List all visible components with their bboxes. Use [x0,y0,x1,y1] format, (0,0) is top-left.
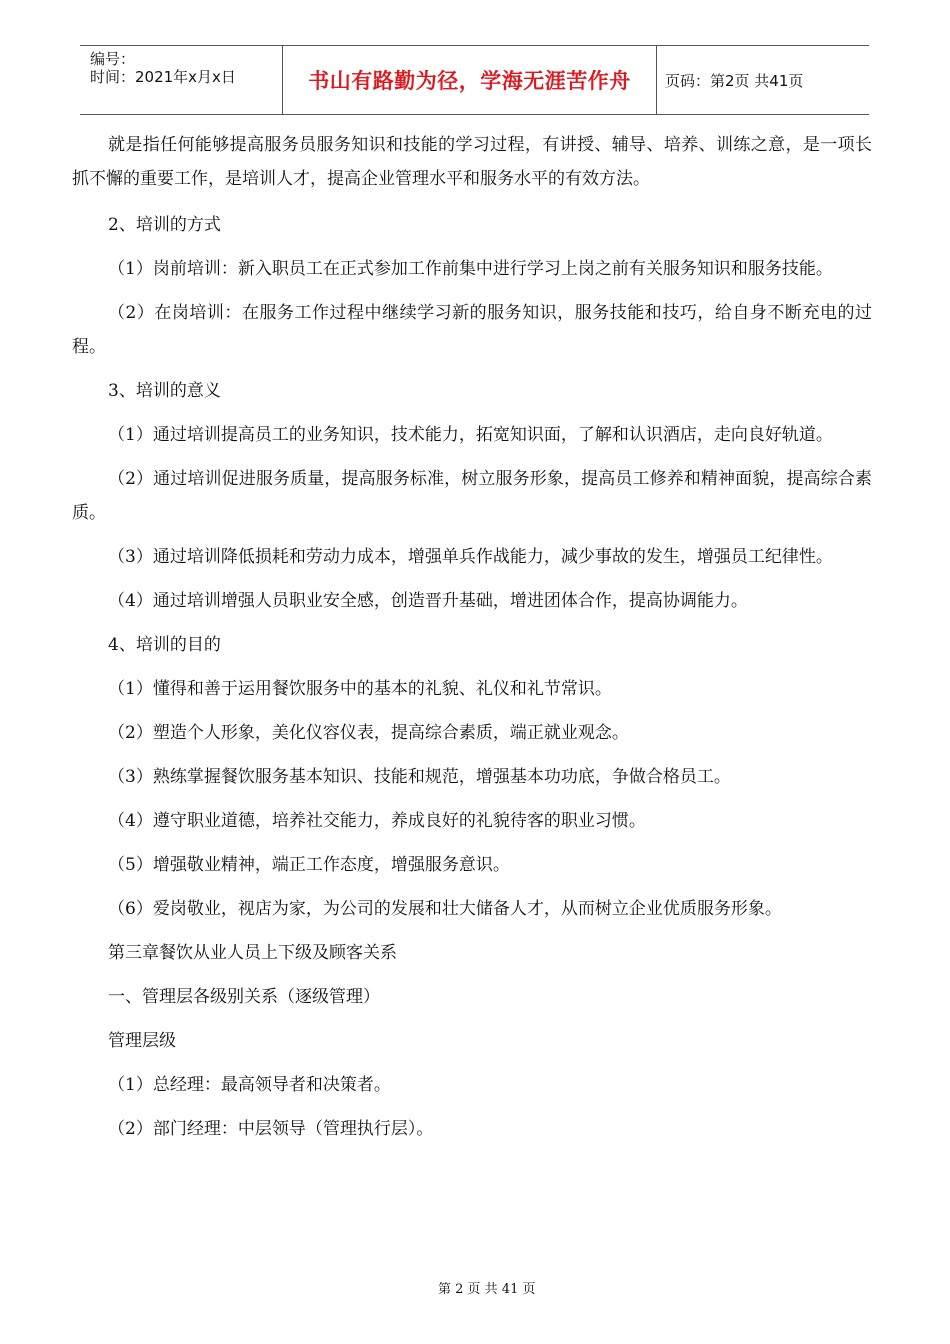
list-item: （2）在岗培训：在服务工作过程中继续学习新的服务知识，服务技能和技巧，给自身不断充电的过程。 [72,303,872,357]
header-motto: 书山有路勤为径，学海无涯苦作舟 [283,46,657,114]
page-footer: 第 2 页 共 41 页 [438,1282,536,1297]
document-body [72,128,872,1156]
time-label: 时间：2021年x月x日 [90,68,236,86]
list-item: （4）遵守职业道德，培养社交能力，养成良好的礼貌待客的职业习惯。 [108,811,646,831]
list-item: （6）爱岗敬业，视店为家，为公司的发展和壮大储备人才，从而树立企业优质服务形象。 [108,899,782,919]
list-item: （2）通过培训促进服务质量，提高服务标准，树立服务形象，提高员工修养和精神面貌，提高综合素质。 [72,469,872,523]
subheading: 管理层级 [108,1031,176,1051]
list-item: （1）通过培训提高员工的业务知识，技术能力，拓宽知识面，了解和认识酒店，走向良好轨道。 [108,425,833,445]
header-meta [80,46,283,114]
list-item: （3）熟练掌握餐饮服务基本知识、技能和规范，增强基本功功底，争做合格员工。 [108,767,731,787]
document-header [80,45,869,115]
number-label: 编号： [90,50,136,68]
section-heading: 3、培训的意义 [108,381,221,401]
list-item: （1）懂得和善于运用餐饮服务中的基本的礼貌、礼仪和礼节常识。 [108,679,612,699]
chapter-heading: 第三章餐饮从业人员上下级及顾客关系 [108,943,397,963]
list-item: （2）塑造个人形象，美化仪容仪表，提高综合素质，端正就业观念。 [108,723,629,743]
list-item: （2）部门经理：中层领导（管理执行层）。 [108,1119,434,1139]
section-heading: 4、培训的目的 [108,635,221,655]
list-item: （3）通过培训降低损耗和劳动力成本，增强单兵作战能力，减少事故的发生，增强员工纪律性。 [108,547,833,567]
list-item: （1）岗前培训：新入职员工在正式参加工作前集中进行学习上岗之前有关服务知识和服务技能。 [108,259,833,279]
header-page-code: 页码：第2页 共41页 [665,71,804,90]
section-heading: 2、培训的方式 [108,215,221,235]
list-item: （5）增强敬业精神，端正工作态度，增强服务意识。 [108,855,510,875]
intro-paragraph: 就是指任何能够提高服务员服务知识和技能的学习过程，有讲授、辅导、培养、训练之意，是一项长抓不懈的重要工作，是培训人才，提高企业管理水平和服务水平的有效方法。 [72,135,872,189]
list-item: （1）总经理：最高领导者和决策者。 [108,1075,391,1095]
section-heading: 一、管理层各级别关系（逐级管理） [108,987,380,1007]
list-item: （4）通过培训增强人员职业安全感，创造晋升基础，增进团体合作，提高协调能力。 [108,591,748,611]
